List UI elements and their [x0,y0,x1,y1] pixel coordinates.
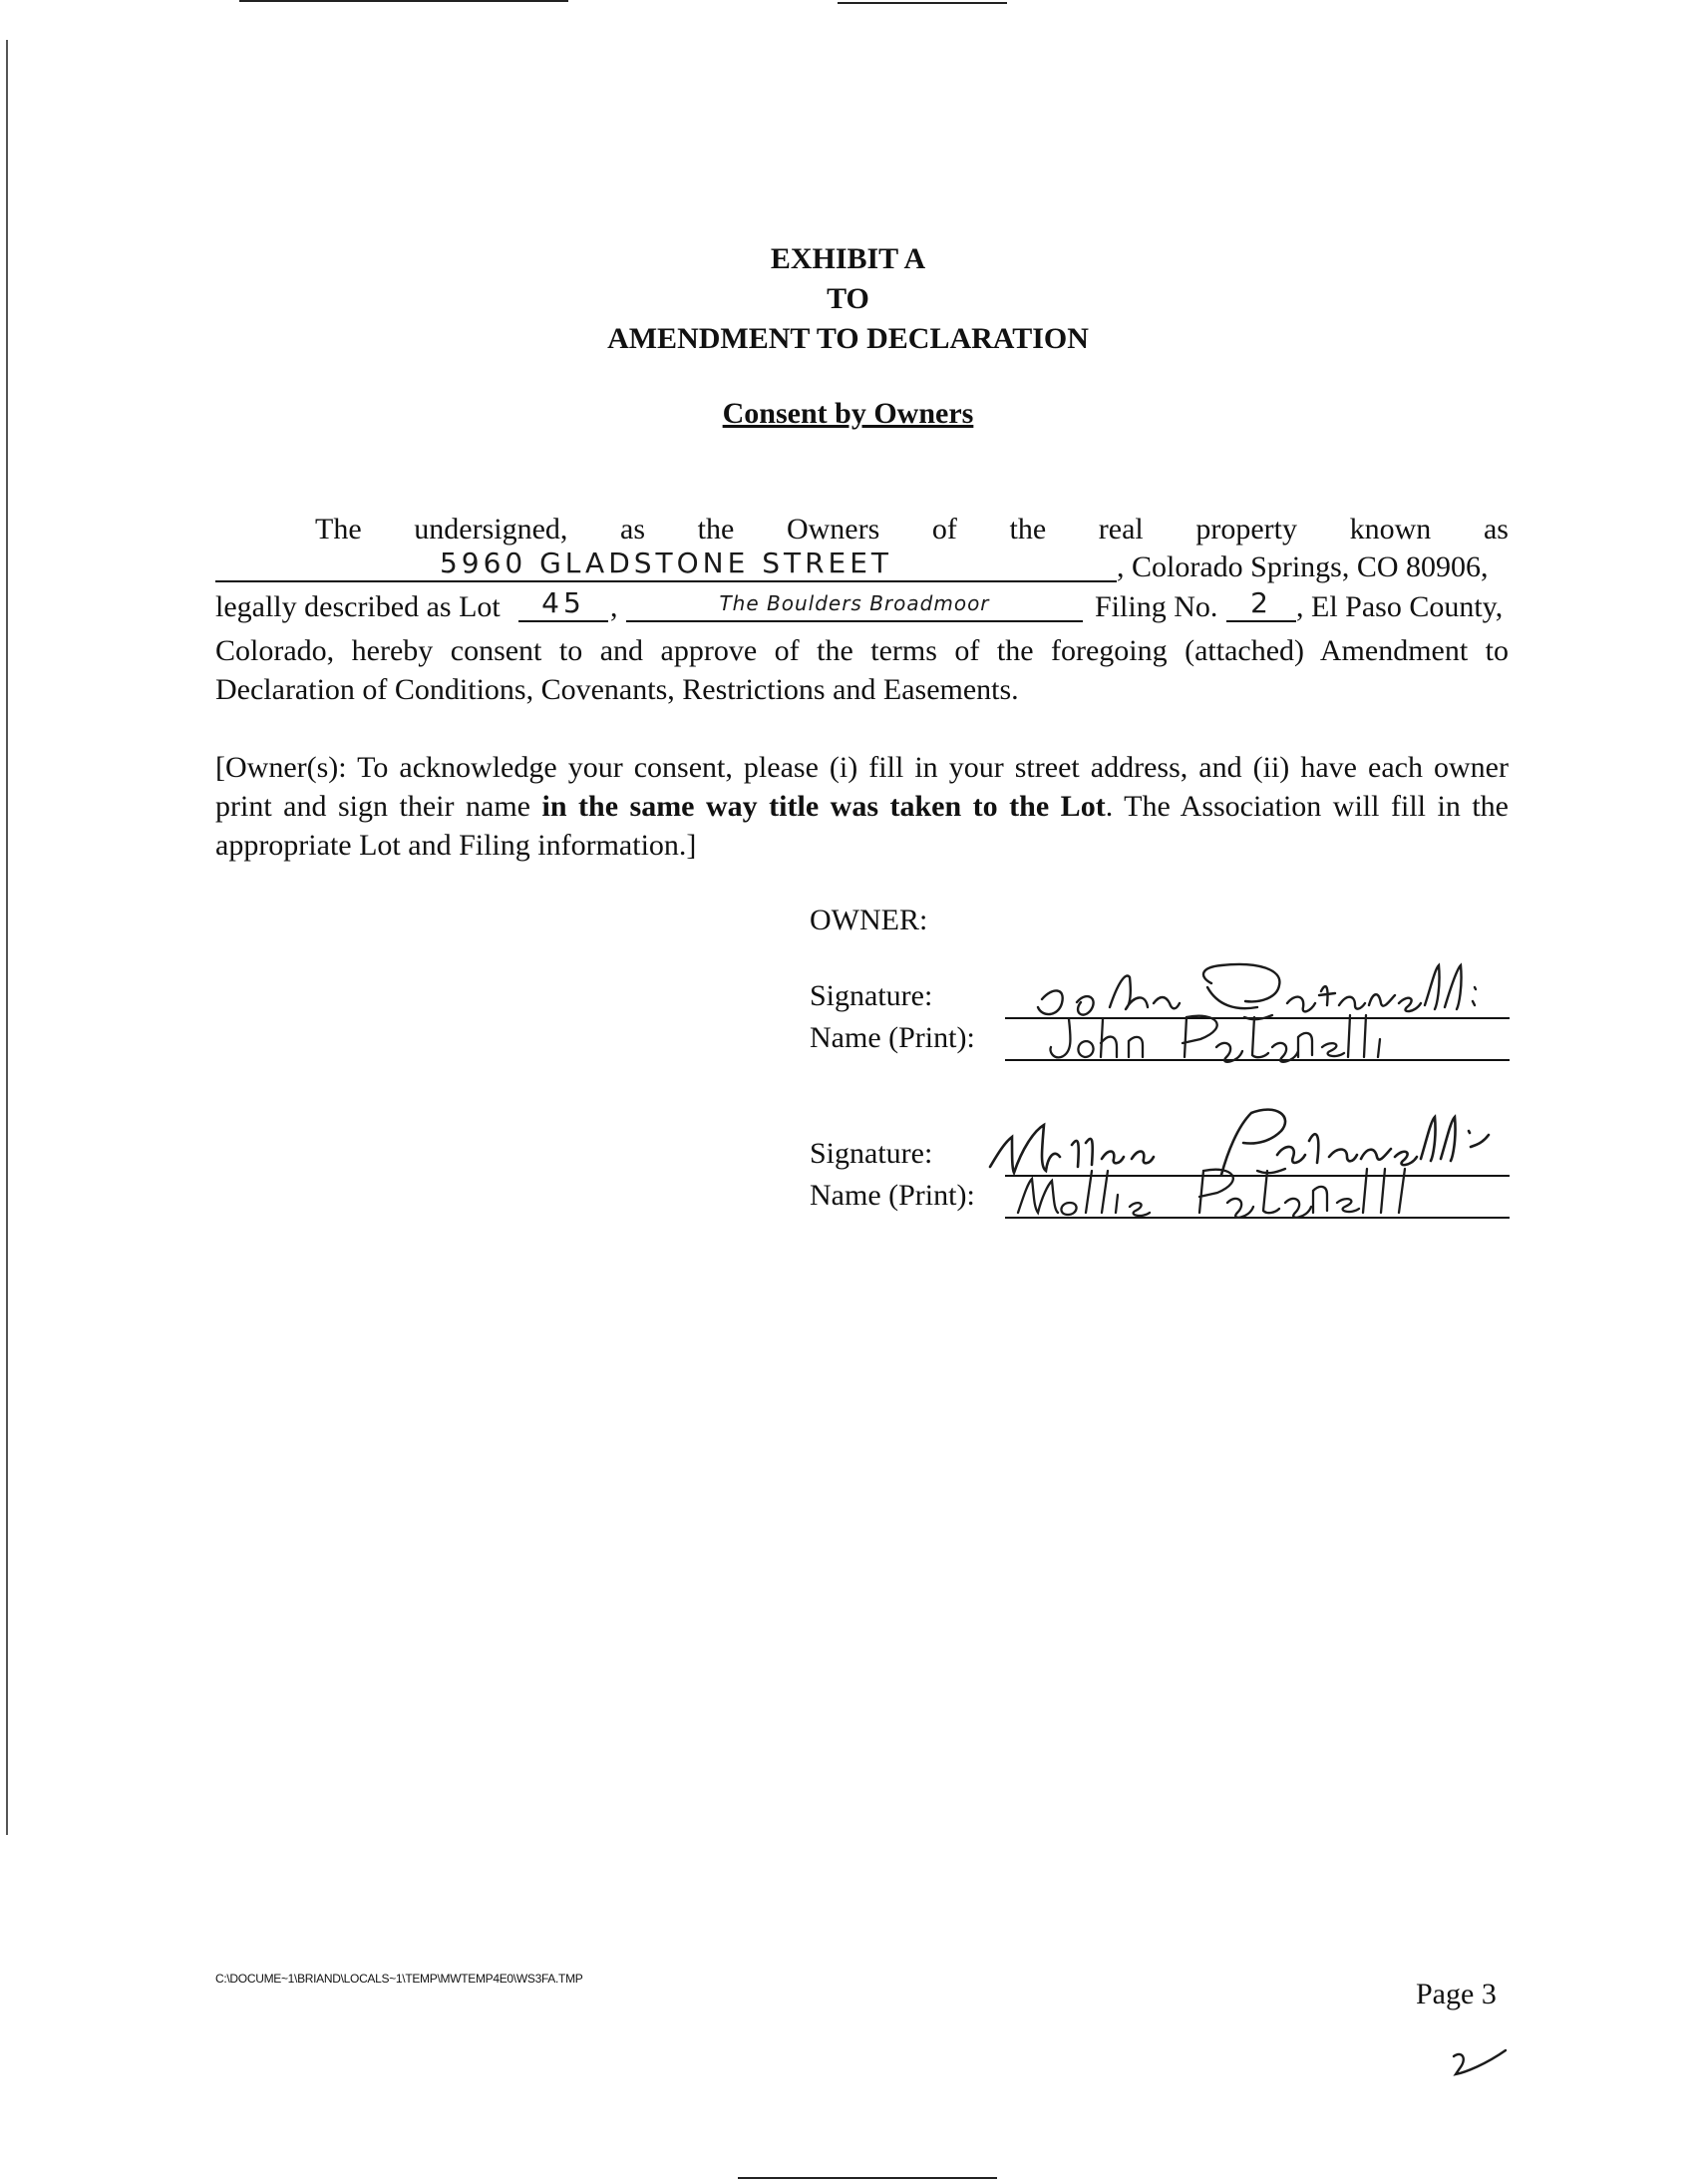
city-state-zip: , Colorado Springs, CO 80906, [1117,550,1489,583]
word: real [1098,513,1144,546]
subdivision-field[interactable]: The Boulders Broadmoor [626,586,1083,622]
exhibit-to: TO [827,282,869,315]
word: the [1009,513,1047,546]
file-path-footer: C:\DOCUME~1\BRIAND\LOCALS~1\TEMP\MWTEMP4E0\WS3FA.TMP [215,1972,583,1986]
signature-label-1: Signature: [810,979,933,1012]
exhibit-title: EXHIBIT A [770,242,926,275]
word: known [1349,513,1432,546]
word: The [315,513,362,546]
scan-edge-top-left [239,0,568,2]
owner-2-printed-name-image [1012,1157,1471,1227]
consent-paragraph-rest: Colorado, hereby consent to and approve of the terms of the foregoing (attached) Amendment to Declaration of Conditions, Covenants, Restrictions and Easements. [215,634,1509,706]
signature-label-2: Signature: [810,1137,933,1170]
word: as [620,513,646,546]
filing-label: Filing No. [1095,590,1218,623]
lot-comma: , [610,590,618,623]
legal-description-label: legally described as Lot [215,590,501,623]
word: Owners [786,513,880,546]
instructions-paragraph [215,748,1509,865]
word: of [931,513,957,546]
word: as [1483,513,1509,546]
word: the [697,513,735,546]
consent-subtitle: Consent by Owners [722,397,974,430]
lot-number-field[interactable]: 45 [518,586,608,622]
consent-line-1 [315,513,1509,546]
instructions-text-1: [Owner(s): To acknowledge your consent, please (i) fill in your street address, and (ii) have each owner print and sign their name [215,751,1509,823]
instructions-text-2: . The Association will fill in the appropriate Lot and Filing information.] [215,790,1509,862]
word: undersigned, [414,513,568,546]
name-print-label-2: Name (Print): [810,1179,975,1212]
handwritten-mark [1446,2042,1516,2082]
name-print-label-1: Name (Print): [810,1021,975,1054]
amendment-title: AMENDMENT TO DECLARATION [607,322,1089,355]
owner-heading: OWNER: [810,904,928,936]
scan-edge-top-right [838,2,1007,4]
owner-1-printed-name-image [1047,1007,1486,1067]
instructions-bold: in the same way title was taken to the Lot [541,790,1106,823]
word: property [1195,513,1298,546]
filing-number-field[interactable]: 2 [1226,586,1296,622]
street-address-field[interactable]: 5960 GLADSTONE STREET [215,546,1117,582]
county-text: , El Paso County, [1296,590,1504,623]
page-number: Page 3 [1416,1978,1497,2010]
scan-edge-bottom [738,2177,997,2179]
